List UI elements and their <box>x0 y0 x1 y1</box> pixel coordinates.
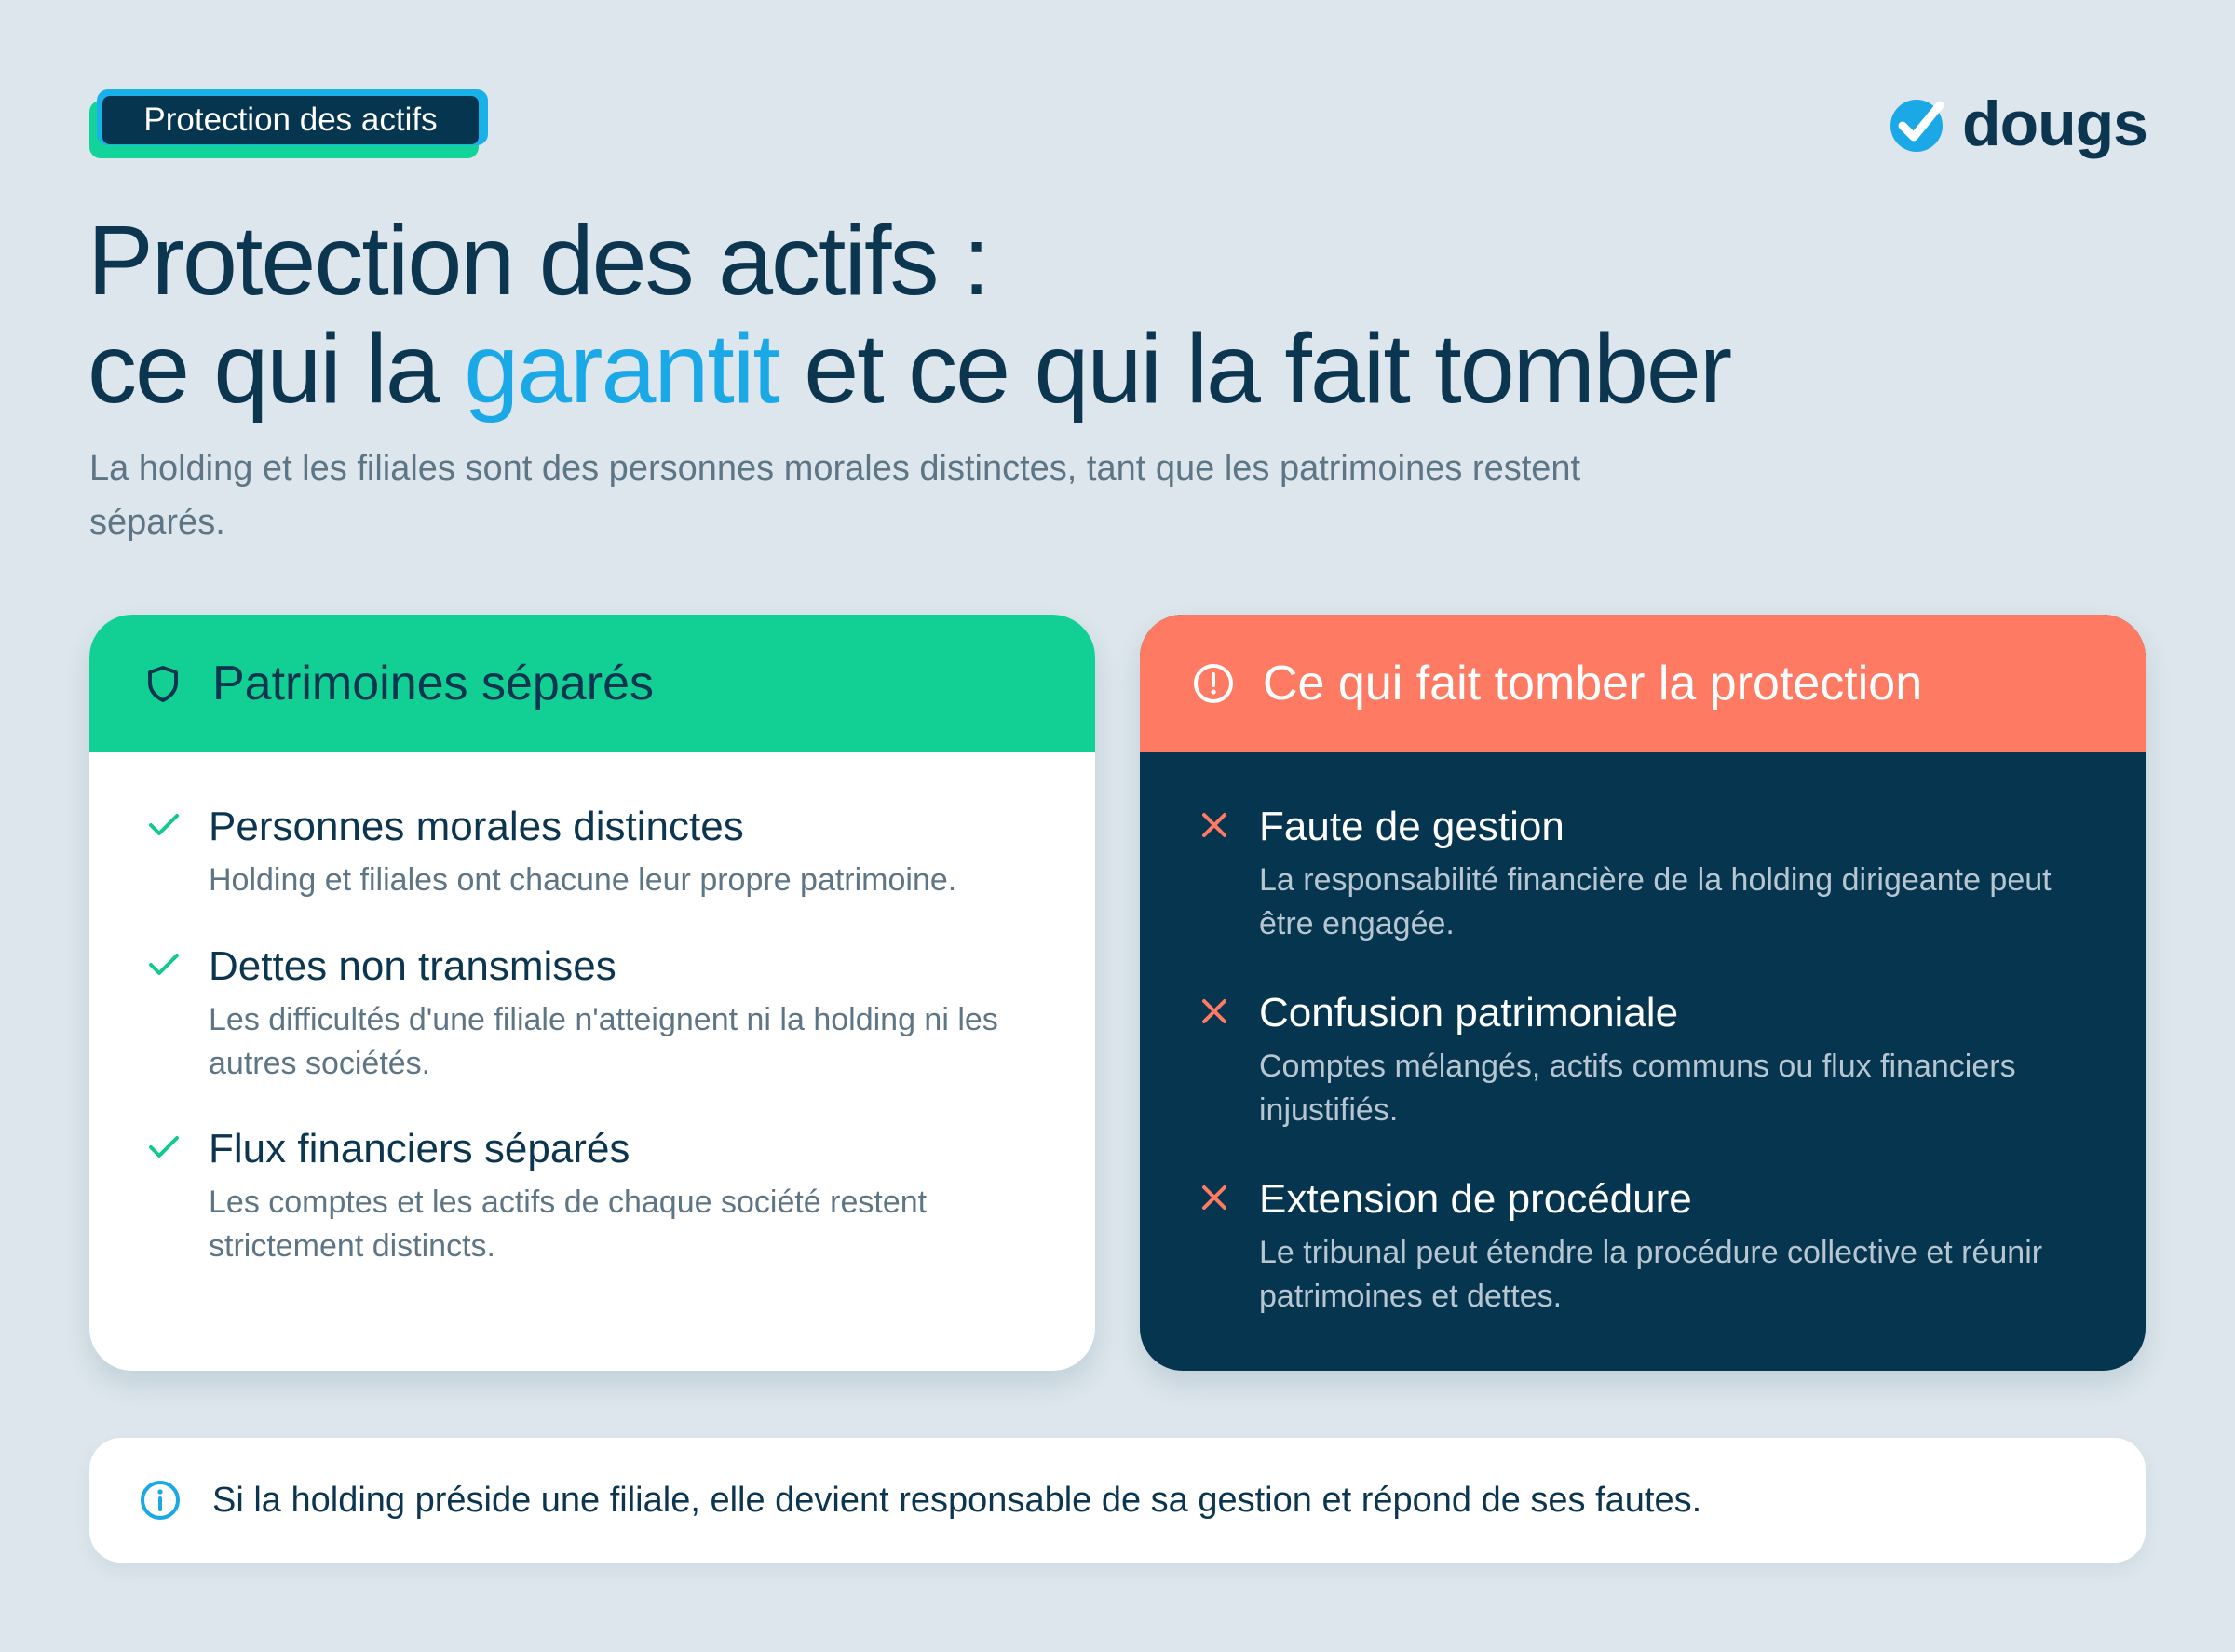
item-description: Les comptes et les actifs de chaque société restent strictement distincts. <box>209 1185 928 1264</box>
cross-icon <box>1196 806 1233 844</box>
list-item <box>145 1123 1058 1268</box>
item-description: La responsabilité financière de la holding dirigeante peut être engagée. <box>1259 862 2052 941</box>
list-item <box>1196 1173 2108 1319</box>
check-icon <box>145 946 183 983</box>
item-title: Confusion patrimoniale <box>1259 990 1679 1036</box>
item-title: Dettes non transmises <box>209 943 616 989</box>
risk-card-header <box>1140 615 2146 752</box>
brand-name: dougs <box>1962 88 2147 159</box>
list-item <box>1196 987 2108 1132</box>
risk-card-title: Ce qui fait tomber la protection <box>1263 657 1923 711</box>
cross-icon <box>1196 993 1233 1030</box>
check-icon <box>145 1129 183 1166</box>
title-line-1: Protection des actifs : <box>88 206 989 316</box>
title-line-2 <box>88 315 1730 423</box>
item-description: Le tribunal peut étendre la procédure collective et réunir patrimoines et dettes. <box>1259 1235 2043 1314</box>
item-title: Personnes morales distinctes <box>209 804 744 849</box>
item-title: Faute de gestion <box>1259 804 1564 849</box>
title-accent-word: garantit <box>464 314 779 424</box>
item-title: Flux financiers séparés <box>209 1126 630 1171</box>
check-badge-icon <box>1888 93 1949 155</box>
item-title: Extension de procédure <box>1259 1176 1692 1222</box>
cross-icon <box>1196 1179 1233 1216</box>
page-subtitle: La holding et les filiales sont des personnes morales distinctes, tant que les patrimoines restent séparés. <box>89 449 1581 542</box>
item-description: Les difficultés d'une filiale n'atteignent ni la holding ni les autres sociétés. <box>209 1002 998 1081</box>
shield-icon <box>142 662 184 705</box>
title-line-2-end: et ce qui la fait tomber <box>778 314 1731 424</box>
alert-circle-icon <box>1192 662 1235 705</box>
list-item <box>1196 801 2108 946</box>
protection-card-title: Patrimoines séparés <box>212 657 654 711</box>
list-item <box>145 941 1058 1086</box>
item-description: Holding et filiales ont chacune leur propre patrimoine. <box>209 862 957 898</box>
tag-label: Protection des actifs <box>102 96 479 144</box>
page-title <box>88 207 1730 423</box>
protection-card-header <box>89 615 1095 752</box>
info-note <box>89 1438 2146 1563</box>
item-description: Comptes mélangés, actifs communs ou flux financiers injustifiés. <box>1259 1049 2016 1128</box>
info-icon <box>138 1478 183 1523</box>
check-icon <box>145 806 183 844</box>
protection-card <box>89 615 1095 1371</box>
list-item <box>145 801 1058 902</box>
title-line-2-start: ce qui la <box>88 314 465 424</box>
risk-card <box>1140 615 2146 1371</box>
brand-logo <box>1888 89 2147 158</box>
info-note-text: Si la holding préside une filiale, elle devient responsable de sa gestion et répond de ses fautes. <box>212 1480 1702 1520</box>
category-tag <box>89 89 492 160</box>
